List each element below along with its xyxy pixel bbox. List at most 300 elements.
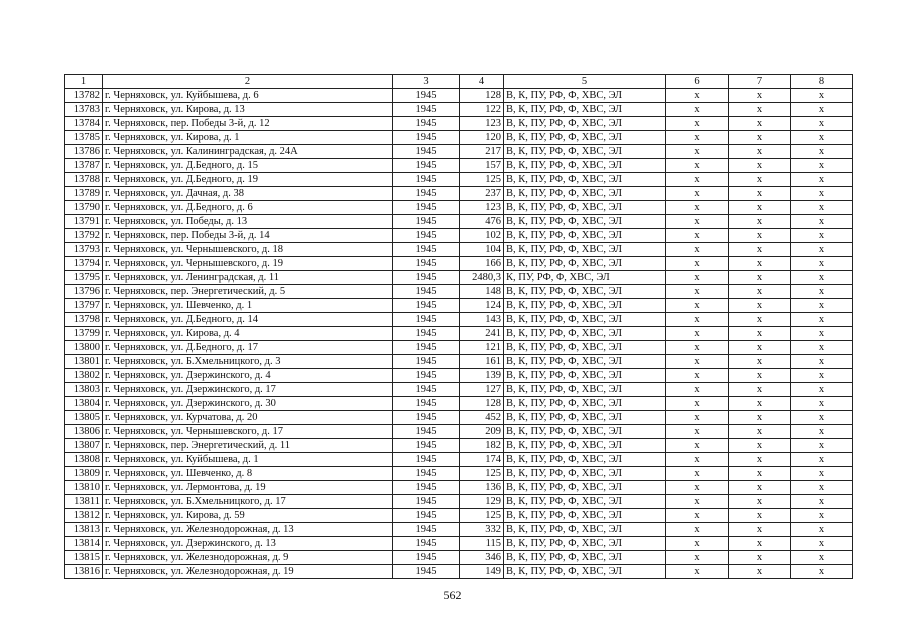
year-cell: 1945: [393, 481, 460, 495]
col8-cell: х: [791, 523, 853, 537]
area-cell: 115: [460, 537, 504, 551]
table-row: [65, 383, 853, 397]
area-cell: 128: [460, 397, 504, 411]
header-cell-8: 8: [791, 75, 853, 89]
col7-cell: х: [729, 159, 791, 173]
address-cell: г. Черняховск, ул. Дзержинского, д. 13: [103, 537, 393, 551]
col6-cell: х: [666, 117, 729, 131]
area-cell: 136: [460, 481, 504, 495]
area-cell: 129: [460, 495, 504, 509]
year-cell: 1945: [393, 355, 460, 369]
col8-cell: х: [791, 369, 853, 383]
col6-cell: х: [666, 285, 729, 299]
address-cell: г. Черняховск, ул. Кирова, д. 4: [103, 327, 393, 341]
year-cell: 1945: [393, 201, 460, 215]
address-cell: г. Черняховск, ул. Чернышевского, д. 17: [103, 425, 393, 439]
col7-cell: х: [729, 131, 791, 145]
year-cell: 1945: [393, 509, 460, 523]
address-cell: г. Черняховск, ул. Кирова, д. 13: [103, 103, 393, 117]
col7-cell: х: [729, 369, 791, 383]
systems-cell: В, К, ПУ, РФ, Ф, ХВС, ЭЛ: [504, 103, 666, 117]
systems-cell: В, К, ПУ, РФ, Ф, ХВС, ЭЛ: [504, 425, 666, 439]
year-cell: 1945: [393, 159, 460, 173]
systems-cell: В, К, ПУ, РФ, Ф, ХВС, ЭЛ: [504, 509, 666, 523]
col6-cell: х: [666, 159, 729, 173]
col8-cell: х: [791, 201, 853, 215]
year-cell: 1945: [393, 411, 460, 425]
systems-cell: В, К, ПУ, РФ, Ф, ХВС, ЭЛ: [504, 355, 666, 369]
address-cell: г. Черняховск, ул. Куйбышева, д. 1: [103, 453, 393, 467]
record-number-cell: 13806: [65, 425, 103, 439]
address-cell: г. Черняховск, ул. Д.Бедного, д. 6: [103, 201, 393, 215]
col7-cell: х: [729, 523, 791, 537]
record-number-cell: 13804: [65, 397, 103, 411]
systems-cell: В, К, ПУ, РФ, Ф, ХВС, ЭЛ: [504, 467, 666, 481]
table-row: [65, 173, 853, 187]
col7-cell: х: [729, 187, 791, 201]
col6-cell: х: [666, 397, 729, 411]
record-number-cell: 13808: [65, 453, 103, 467]
col8-cell: х: [791, 341, 853, 355]
col6-cell: х: [666, 551, 729, 565]
year-cell: 1945: [393, 131, 460, 145]
area-cell: 122: [460, 103, 504, 117]
header-cell-5: 5: [504, 75, 666, 89]
col7-cell: х: [729, 355, 791, 369]
systems-cell: В, К, ПУ, РФ, Ф, ХВС, ЭЛ: [504, 565, 666, 579]
table-row: [65, 467, 853, 481]
col8-cell: х: [791, 453, 853, 467]
systems-cell: В, К, ПУ, РФ, Ф, ХВС, ЭЛ: [504, 453, 666, 467]
col6-cell: х: [666, 89, 729, 103]
col7-cell: х: [729, 341, 791, 355]
col6-cell: х: [666, 313, 729, 327]
record-number-cell: 13789: [65, 187, 103, 201]
systems-cell: В, К, ПУ, РФ, Ф, ХВС, ЭЛ: [504, 523, 666, 537]
col7-cell: х: [729, 397, 791, 411]
table-row: [65, 215, 853, 229]
year-cell: 1945: [393, 257, 460, 271]
col8-cell: х: [791, 117, 853, 131]
col8-cell: х: [791, 537, 853, 551]
area-cell: 104: [460, 243, 504, 257]
area-cell: 125: [460, 467, 504, 481]
col6-cell: х: [666, 173, 729, 187]
systems-cell: К, ПУ, РФ, Ф, ХВС, ЭЛ: [504, 271, 666, 285]
col6-cell: х: [666, 145, 729, 159]
col6-cell: х: [666, 481, 729, 495]
area-cell: 123: [460, 117, 504, 131]
record-number-cell: 13790: [65, 201, 103, 215]
year-cell: 1945: [393, 467, 460, 481]
col8-cell: х: [791, 187, 853, 201]
address-cell: г. Черняховск, пер. Энергетический, д. 11: [103, 439, 393, 453]
col8-cell: х: [791, 313, 853, 327]
table-row: [65, 299, 853, 313]
record-number-cell: 13788: [65, 173, 103, 187]
year-cell: 1945: [393, 383, 460, 397]
table-body: [65, 89, 853, 579]
col7-cell: х: [729, 565, 791, 579]
year-cell: 1945: [393, 495, 460, 509]
address-cell: г. Черняховск, ул. Б.Хмельницкого, д. 17: [103, 495, 393, 509]
year-cell: 1945: [393, 313, 460, 327]
address-cell: г. Черняховск, ул. Д.Бедного, д. 19: [103, 173, 393, 187]
systems-cell: В, К, ПУ, РФ, Ф, ХВС, ЭЛ: [504, 495, 666, 509]
year-cell: 1945: [393, 327, 460, 341]
year-cell: 1945: [393, 369, 460, 383]
systems-cell: В, К, ПУ, РФ, Ф, ХВС, ЭЛ: [504, 537, 666, 551]
col6-cell: х: [666, 257, 729, 271]
col7-cell: х: [729, 551, 791, 565]
record-number-cell: 13787: [65, 159, 103, 173]
col7-cell: х: [729, 383, 791, 397]
col8-cell: х: [791, 327, 853, 341]
col6-cell: х: [666, 201, 729, 215]
year-cell: 1945: [393, 229, 460, 243]
systems-cell: В, К, ПУ, РФ, Ф, ХВС, ЭЛ: [504, 145, 666, 159]
table-row: [65, 355, 853, 369]
systems-cell: В, К, ПУ, РФ, Ф, ХВС, ЭЛ: [504, 481, 666, 495]
col8-cell: х: [791, 103, 853, 117]
area-cell: 125: [460, 173, 504, 187]
table-row: [65, 341, 853, 355]
col6-cell: х: [666, 355, 729, 369]
address-cell: г. Черняховск, ул. Победы, д. 13: [103, 215, 393, 229]
address-cell: г. Черняховск, ул. Дзержинского, д. 30: [103, 397, 393, 411]
col8-cell: х: [791, 495, 853, 509]
table-row: [65, 229, 853, 243]
table-row: [65, 187, 853, 201]
year-cell: 1945: [393, 439, 460, 453]
record-number-cell: 13811: [65, 495, 103, 509]
col6-cell: х: [666, 453, 729, 467]
col6-cell: х: [666, 383, 729, 397]
area-cell: 123: [460, 201, 504, 215]
col7-cell: х: [729, 257, 791, 271]
col8-cell: х: [791, 411, 853, 425]
year-cell: 1945: [393, 145, 460, 159]
col6-cell: х: [666, 215, 729, 229]
address-cell: г. Черняховск, пер. Энергетический, д. 5: [103, 285, 393, 299]
address-cell: г. Черняховск, ул. Кирова, д. 59: [103, 509, 393, 523]
address-cell: г. Черняховск, пер. Победы 3-й, д. 14: [103, 229, 393, 243]
col7-cell: х: [729, 271, 791, 285]
area-cell: 124: [460, 299, 504, 313]
table-row: [65, 369, 853, 383]
col8-cell: х: [791, 285, 853, 299]
address-cell: г. Черняховск, ул. Д.Бедного, д. 14: [103, 313, 393, 327]
address-cell: г. Черняховск, ул. Железнодорожная, д. 9: [103, 551, 393, 565]
year-cell: 1945: [393, 173, 460, 187]
buildings-table: [64, 74, 853, 579]
header-cell-3: 3: [393, 75, 460, 89]
year-cell: 1945: [393, 425, 460, 439]
address-cell: г. Черняховск, ул. Железнодорожная, д. 13: [103, 523, 393, 537]
area-cell: 182: [460, 439, 504, 453]
col6-cell: х: [666, 341, 729, 355]
area-cell: 149: [460, 565, 504, 579]
col6-cell: х: [666, 565, 729, 579]
record-number-cell: 13810: [65, 481, 103, 495]
systems-cell: В, К, ПУ, РФ, Ф, ХВС, ЭЛ: [504, 313, 666, 327]
record-number-cell: 13814: [65, 537, 103, 551]
table-row: [65, 257, 853, 271]
col7-cell: х: [729, 439, 791, 453]
area-cell: 121: [460, 341, 504, 355]
col8-cell: х: [791, 131, 853, 145]
col7-cell: х: [729, 509, 791, 523]
col6-cell: х: [666, 299, 729, 313]
area-cell: 148: [460, 285, 504, 299]
systems-cell: В, К, ПУ, РФ, Ф, ХВС, ЭЛ: [504, 201, 666, 215]
col8-cell: х: [791, 397, 853, 411]
record-number-cell: 13798: [65, 313, 103, 327]
address-cell: г. Черняховск, ул. Куйбышева, д. 6: [103, 89, 393, 103]
year-cell: 1945: [393, 453, 460, 467]
col7-cell: х: [729, 229, 791, 243]
col7-cell: х: [729, 327, 791, 341]
col7-cell: х: [729, 89, 791, 103]
address-cell: г. Черняховск, ул. Курчатова, д. 20: [103, 411, 393, 425]
col8-cell: х: [791, 467, 853, 481]
table-row: [65, 397, 853, 411]
table-row: [65, 411, 853, 425]
systems-cell: В, К, ПУ, РФ, Ф, ХВС, ЭЛ: [504, 411, 666, 425]
table-row: [65, 481, 853, 495]
record-number-cell: 13809: [65, 467, 103, 481]
systems-cell: В, К, ПУ, РФ, Ф, ХВС, ЭЛ: [504, 159, 666, 173]
table-row: [65, 509, 853, 523]
col8-cell: х: [791, 159, 853, 173]
record-number-cell: 13815: [65, 551, 103, 565]
col7-cell: х: [729, 215, 791, 229]
col7-cell: х: [729, 537, 791, 551]
header-cell-7: 7: [729, 75, 791, 89]
col8-cell: х: [791, 551, 853, 565]
address-cell: г. Черняховск, ул. Дачная, д. 38: [103, 187, 393, 201]
table-row: [65, 523, 853, 537]
col6-cell: х: [666, 439, 729, 453]
col8-cell: х: [791, 481, 853, 495]
address-cell: г. Черняховск, ул. Б.Хмельницкого, д. 3: [103, 355, 393, 369]
header-cell-1: 1: [65, 75, 103, 89]
col7-cell: х: [729, 425, 791, 439]
col7-cell: х: [729, 145, 791, 159]
table-row: [65, 89, 853, 103]
col7-cell: х: [729, 453, 791, 467]
record-number-cell: 13784: [65, 117, 103, 131]
table-row: [65, 425, 853, 439]
systems-cell: В, К, ПУ, РФ, Ф, ХВС, ЭЛ: [504, 383, 666, 397]
header-row: [65, 75, 853, 89]
systems-cell: В, К, ПУ, РФ, Ф, ХВС, ЭЛ: [504, 397, 666, 411]
record-number-cell: 13813: [65, 523, 103, 537]
table-row: [65, 145, 853, 159]
table-row: [65, 453, 853, 467]
col8-cell: х: [791, 173, 853, 187]
address-cell: г. Черняховск, ул. Шевченко, д. 1: [103, 299, 393, 313]
col8-cell: х: [791, 89, 853, 103]
year-cell: 1945: [393, 551, 460, 565]
address-cell: г. Черняховск, ул. Калининградская, д. 24А: [103, 145, 393, 159]
record-number-cell: 13816: [65, 565, 103, 579]
year-cell: 1945: [393, 523, 460, 537]
address-cell: г. Черняховск, ул. Ленинградская, д. 11: [103, 271, 393, 285]
systems-cell: В, К, ПУ, РФ, Ф, ХВС, ЭЛ: [504, 341, 666, 355]
table-row: [65, 537, 853, 551]
area-cell: 332: [460, 523, 504, 537]
area-cell: 217: [460, 145, 504, 159]
table-row: [65, 271, 853, 285]
col7-cell: х: [729, 173, 791, 187]
year-cell: 1945: [393, 565, 460, 579]
record-number-cell: 13797: [65, 299, 103, 313]
col8-cell: х: [791, 229, 853, 243]
area-cell: 346: [460, 551, 504, 565]
table-row: [65, 313, 853, 327]
col7-cell: х: [729, 201, 791, 215]
area-cell: 174: [460, 453, 504, 467]
col6-cell: х: [666, 369, 729, 383]
record-number-cell: 13796: [65, 285, 103, 299]
systems-cell: В, К, ПУ, РФ, Ф, ХВС, ЭЛ: [504, 299, 666, 313]
col7-cell: х: [729, 467, 791, 481]
col6-cell: х: [666, 411, 729, 425]
header-cell-6: 6: [666, 75, 729, 89]
address-cell: г. Черняховск, ул. Дзержинского, д. 17: [103, 383, 393, 397]
col7-cell: х: [729, 481, 791, 495]
systems-cell: В, К, ПУ, РФ, Ф, ХВС, ЭЛ: [504, 215, 666, 229]
record-number-cell: 13807: [65, 439, 103, 453]
col7-cell: х: [729, 313, 791, 327]
area-cell: 209: [460, 425, 504, 439]
col6-cell: х: [666, 523, 729, 537]
year-cell: 1945: [393, 187, 460, 201]
area-cell: 241: [460, 327, 504, 341]
col6-cell: х: [666, 243, 729, 257]
systems-cell: В, К, ПУ, РФ, Ф, ХВС, ЭЛ: [504, 131, 666, 145]
col6-cell: х: [666, 425, 729, 439]
col6-cell: х: [666, 509, 729, 523]
col6-cell: х: [666, 327, 729, 341]
table-row: [65, 327, 853, 341]
record-number-cell: 13799: [65, 327, 103, 341]
area-cell: 139: [460, 369, 504, 383]
address-cell: г. Черняховск, ул. Д.Бедного, д. 17: [103, 341, 393, 355]
table-row: [65, 551, 853, 565]
table-row: [65, 285, 853, 299]
col6-cell: х: [666, 187, 729, 201]
col8-cell: х: [791, 243, 853, 257]
year-cell: 1945: [393, 117, 460, 131]
address-cell: г. Черняховск, пер. Победы 3-й, д. 12: [103, 117, 393, 131]
address-cell: г. Черняховск, ул. Д.Бедного, д. 15: [103, 159, 393, 173]
table-row: [65, 495, 853, 509]
year-cell: 1945: [393, 243, 460, 257]
systems-cell: В, К, ПУ, РФ, Ф, ХВС, ЭЛ: [504, 229, 666, 243]
year-cell: 1945: [393, 215, 460, 229]
col7-cell: х: [729, 243, 791, 257]
address-cell: г. Черняховск, ул. Чернышевского, д. 19: [103, 257, 393, 271]
table-row: [65, 117, 853, 131]
col7-cell: х: [729, 299, 791, 313]
record-number-cell: 13792: [65, 229, 103, 243]
year-cell: 1945: [393, 285, 460, 299]
address-cell: г. Черняховск, ул. Кирова, д. 1: [103, 131, 393, 145]
col8-cell: х: [791, 439, 853, 453]
systems-cell: В, К, ПУ, РФ, Ф, ХВС, ЭЛ: [504, 439, 666, 453]
table-row: [65, 439, 853, 453]
table-row: [65, 103, 853, 117]
area-cell: 128: [460, 89, 504, 103]
col8-cell: х: [791, 509, 853, 523]
address-cell: г. Черняховск, ул. Дзержинского, д. 4: [103, 369, 393, 383]
col8-cell: х: [791, 565, 853, 579]
year-cell: 1945: [393, 341, 460, 355]
col8-cell: х: [791, 355, 853, 369]
systems-cell: В, К, ПУ, РФ, Ф, ХВС, ЭЛ: [504, 327, 666, 341]
col6-cell: х: [666, 537, 729, 551]
area-cell: 127: [460, 383, 504, 397]
address-cell: г. Черняховск, ул. Лермонтова, д. 19: [103, 481, 393, 495]
record-number-cell: 13803: [65, 383, 103, 397]
record-number-cell: 13782: [65, 89, 103, 103]
col6-cell: х: [666, 495, 729, 509]
col6-cell: х: [666, 131, 729, 145]
col8-cell: х: [791, 271, 853, 285]
record-number-cell: 13801: [65, 355, 103, 369]
col6-cell: х: [666, 103, 729, 117]
area-cell: 102: [460, 229, 504, 243]
area-cell: 120: [460, 131, 504, 145]
table-row: [65, 159, 853, 173]
col6-cell: х: [666, 229, 729, 243]
systems-cell: В, К, ПУ, РФ, Ф, ХВС, ЭЛ: [504, 369, 666, 383]
col8-cell: х: [791, 215, 853, 229]
systems-cell: В, К, ПУ, РФ, Ф, ХВС, ЭЛ: [504, 243, 666, 257]
record-number-cell: 13783: [65, 103, 103, 117]
record-number-cell: 13791: [65, 215, 103, 229]
col8-cell: х: [791, 383, 853, 397]
systems-cell: В, К, ПУ, РФ, Ф, ХВС, ЭЛ: [504, 285, 666, 299]
table-row: [65, 565, 853, 579]
year-cell: 1945: [393, 537, 460, 551]
record-number-cell: 13795: [65, 271, 103, 285]
systems-cell: В, К, ПУ, РФ, Ф, ХВС, ЭЛ: [504, 257, 666, 271]
area-cell: 166: [460, 257, 504, 271]
systems-cell: В, К, ПУ, РФ, Ф, ХВС, ЭЛ: [504, 89, 666, 103]
record-number-cell: 13802: [65, 369, 103, 383]
table-row: [65, 201, 853, 215]
area-cell: 2480,3: [460, 271, 504, 285]
systems-cell: В, К, ПУ, РФ, Ф, ХВС, ЭЛ: [504, 173, 666, 187]
col7-cell: х: [729, 117, 791, 131]
record-number-cell: 13812: [65, 509, 103, 523]
address-cell: г. Черняховск, ул. Шевченко, д. 8: [103, 467, 393, 481]
col6-cell: х: [666, 271, 729, 285]
year-cell: 1945: [393, 103, 460, 117]
year-cell: 1945: [393, 397, 460, 411]
systems-cell: В, К, ПУ, РФ, Ф, ХВС, ЭЛ: [504, 117, 666, 131]
year-cell: 1945: [393, 89, 460, 103]
col6-cell: х: [666, 467, 729, 481]
area-cell: 452: [460, 411, 504, 425]
area-cell: 476: [460, 215, 504, 229]
record-number-cell: 13794: [65, 257, 103, 271]
record-number-cell: 13805: [65, 411, 103, 425]
area-cell: 157: [460, 159, 504, 173]
